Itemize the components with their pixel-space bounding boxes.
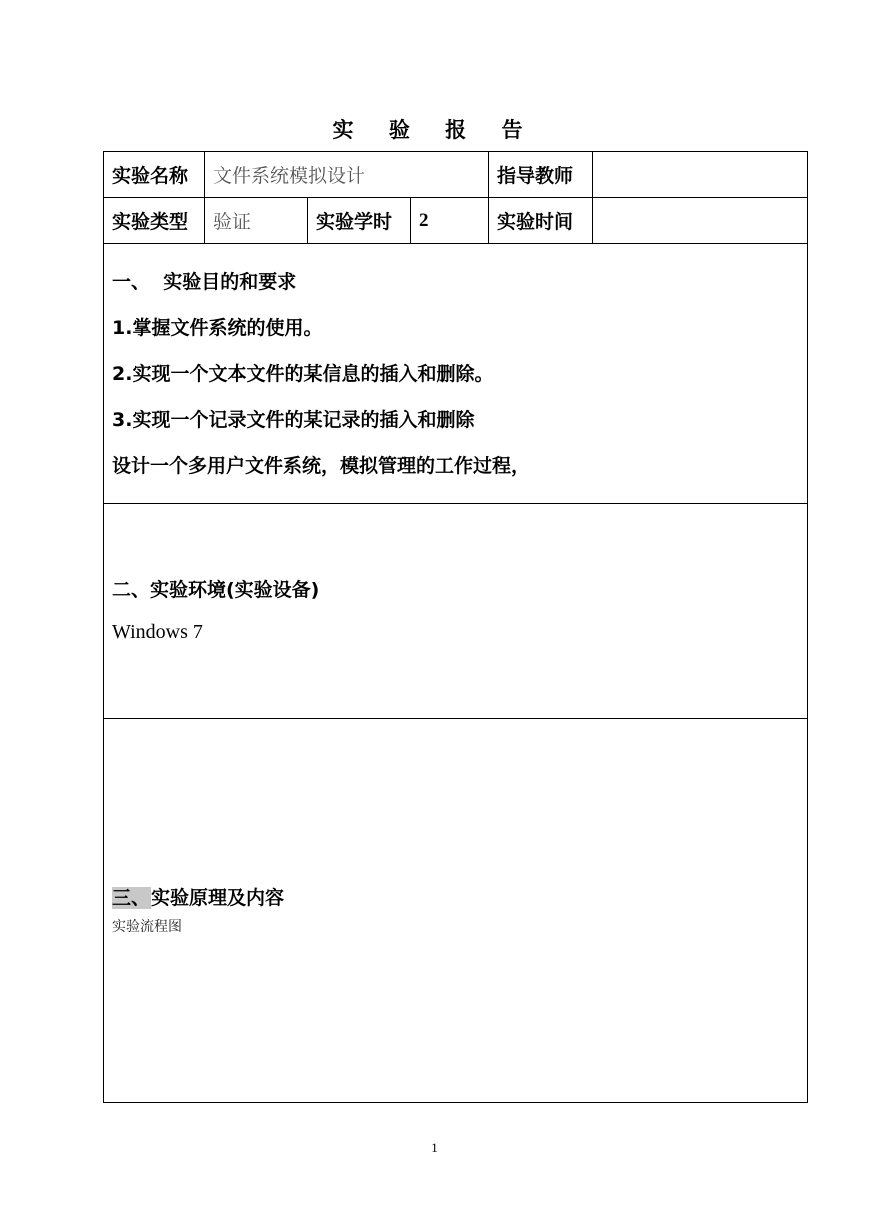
section-objectives-title: 一、 实验目的和要求: [112, 270, 297, 293]
section-principles-title-text: 实验原理及内容: [151, 886, 285, 909]
report-table: [103, 151, 808, 1103]
experiment-name-label: 实验名称: [104, 152, 205, 198]
section-principles-number: 三、: [112, 886, 151, 909]
section-principles-title: [112, 885, 799, 911]
section-objectives-row: [104, 244, 808, 504]
teacher-value: [593, 152, 808, 198]
section-environment-row: [104, 504, 808, 719]
header-row-1: [104, 152, 808, 198]
objective-line: 1.掌握文件系统的使用。: [112, 316, 323, 339]
experiment-time-label: 实验时间: [489, 198, 593, 244]
experiment-type-value: 验证: [205, 198, 308, 244]
objective-line: 3.实现一个记录文件的某记录的插入和删除: [112, 408, 475, 431]
experiment-hours-label: 实验学时: [308, 198, 411, 244]
experiment-hours-value: 2: [411, 198, 489, 244]
header-row-2: [104, 198, 808, 244]
environment-content: Windows 7: [112, 621, 203, 643]
section-environment: [104, 504, 808, 719]
section-principles: [104, 719, 808, 1103]
page-number: 1: [431, 1140, 438, 1155]
section-principles-row: [104, 719, 808, 1103]
section-environment-title: 二、实验环境(实验设备): [112, 579, 320, 601]
experiment-time-value: [593, 198, 808, 244]
objective-line: 设计一个多用户文件系统，模拟管理的工作过程，: [112, 454, 531, 477]
page-title: 实 验 报 告: [332, 118, 537, 142]
experiment-type-label: 实验类型: [104, 198, 205, 244]
section-objectives: [104, 244, 808, 504]
objective-line: 2.实现一个文本文件的某信息的插入和删除。: [112, 362, 494, 385]
flowchart-label: 实验流程图: [112, 918, 182, 935]
teacher-label: 指导教师: [489, 152, 593, 198]
experiment-name-value: 文件系统模拟设计: [205, 152, 489, 198]
